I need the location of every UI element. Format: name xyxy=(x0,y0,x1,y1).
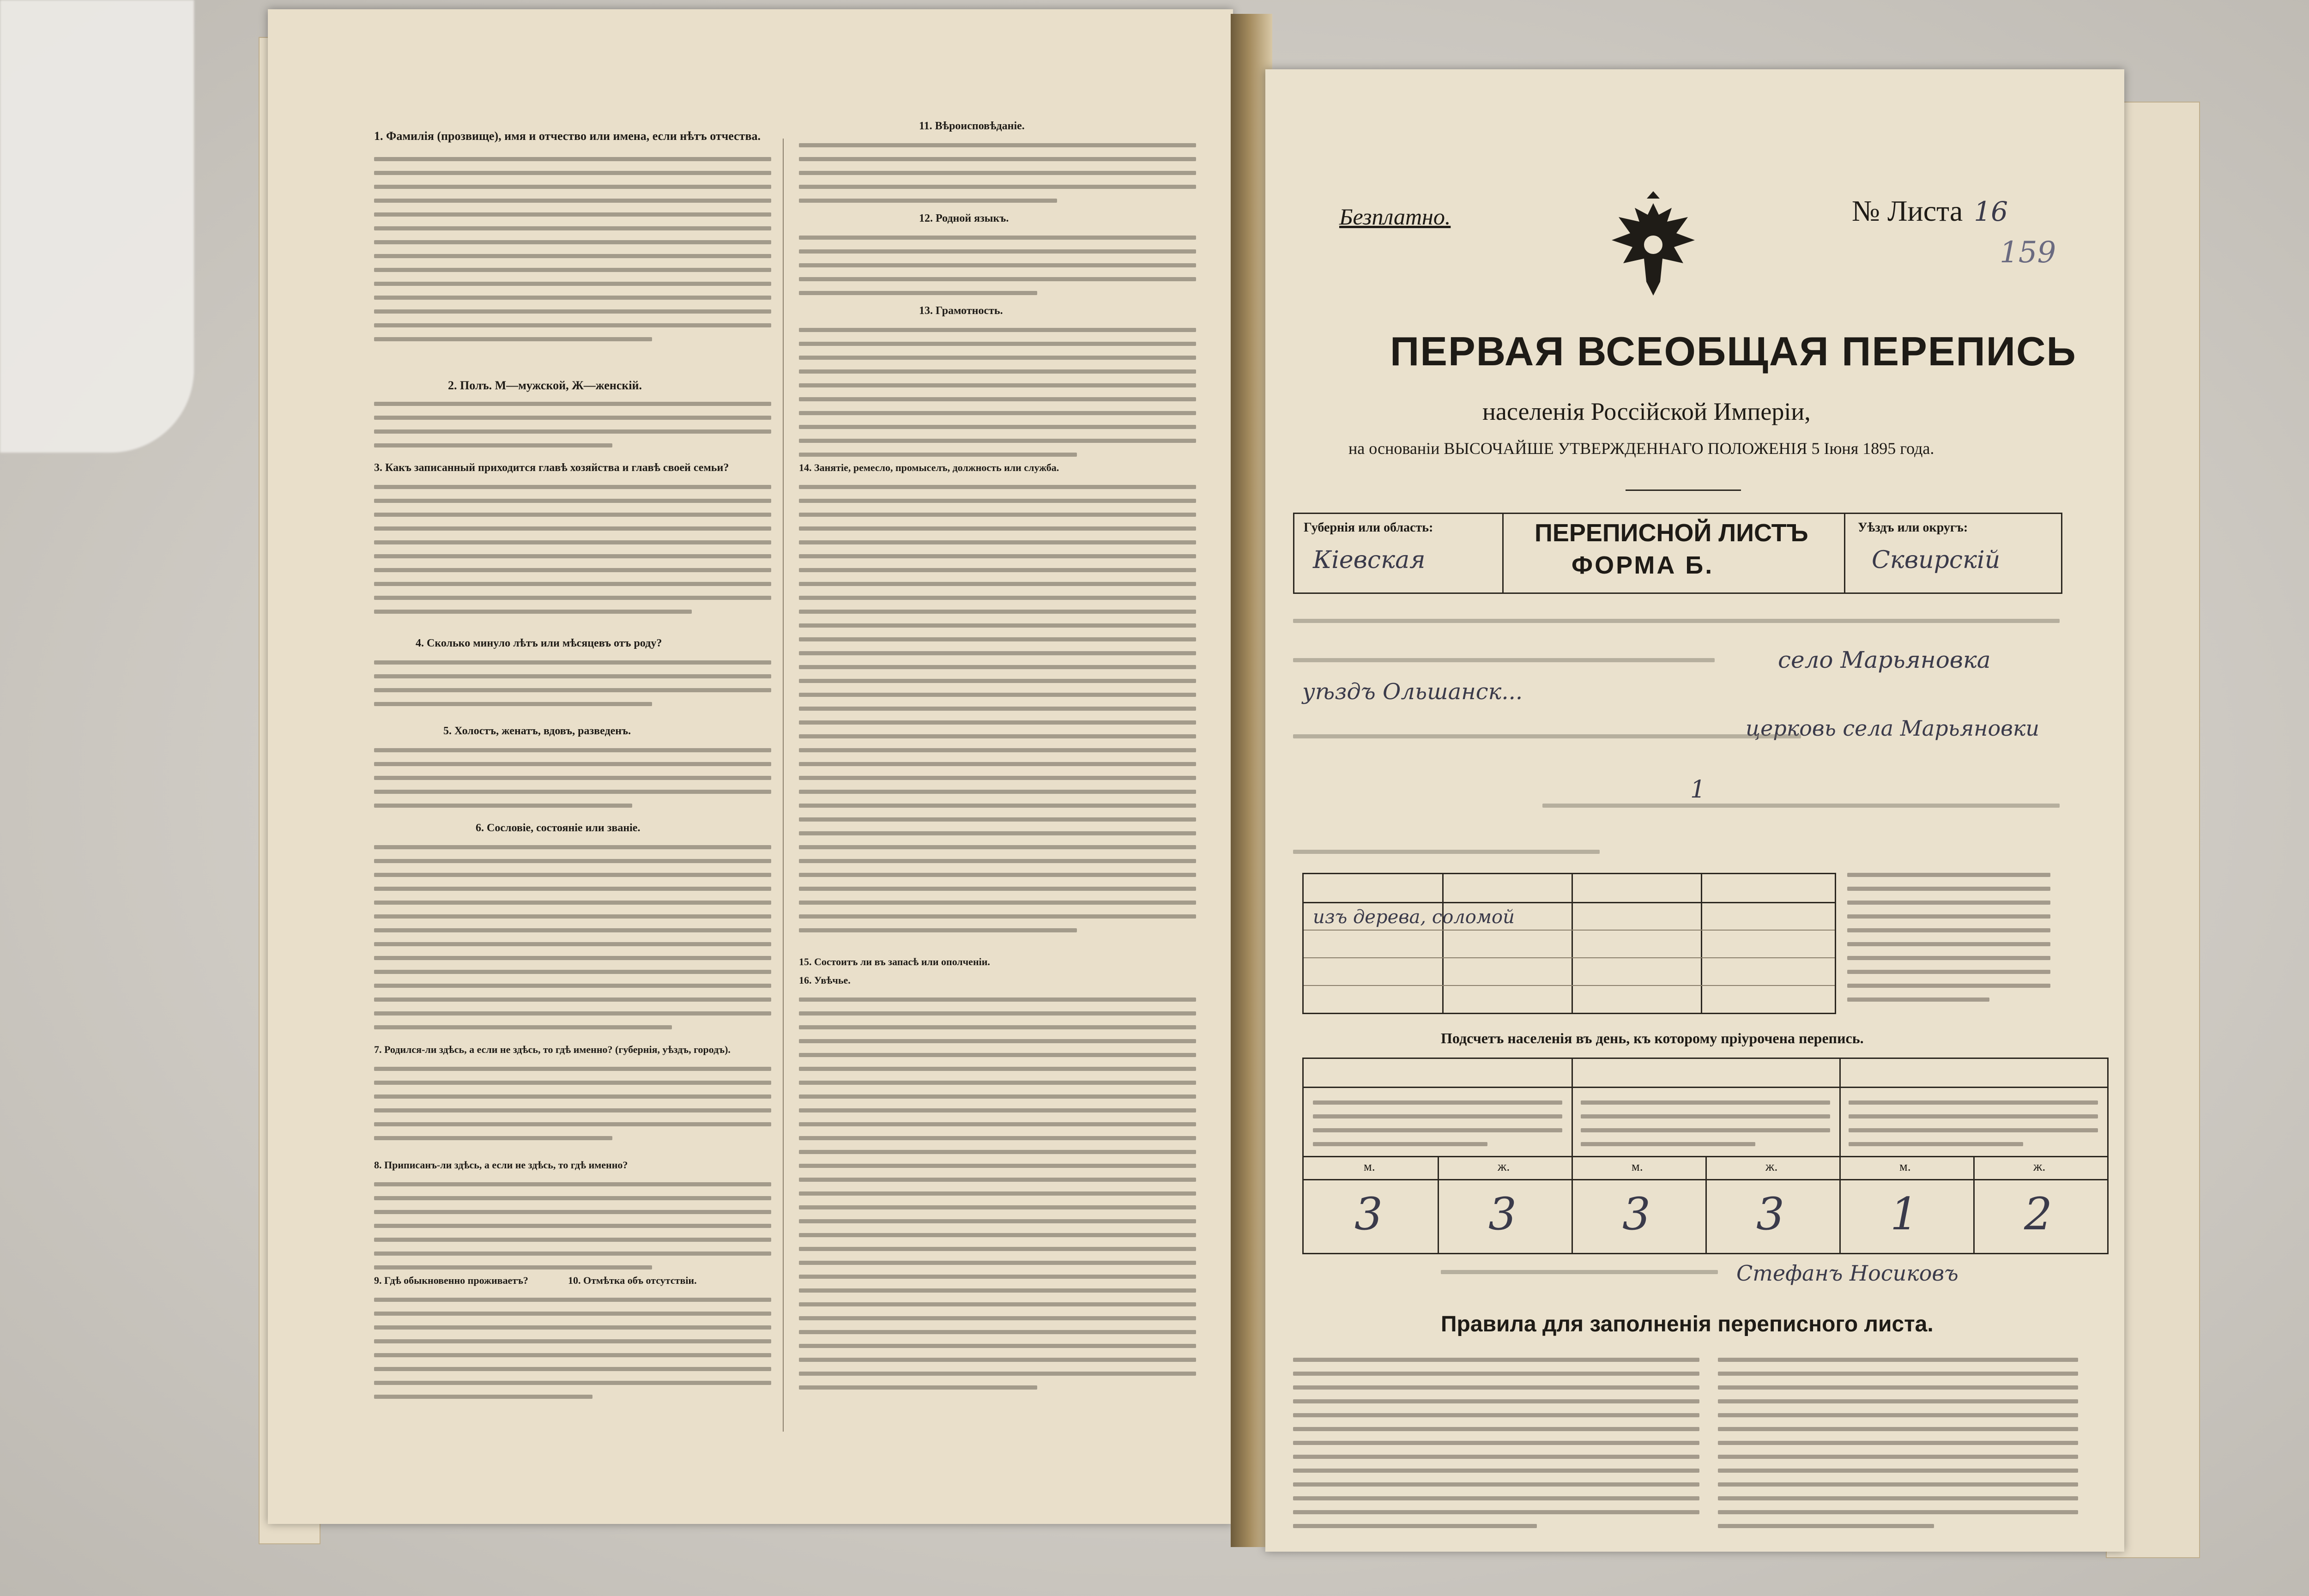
buildings-row-3 xyxy=(1304,957,1835,958)
m-label-1: м. xyxy=(1364,1160,1375,1174)
note-block xyxy=(1847,873,2050,1011)
text-block-4 xyxy=(374,660,771,716)
heading-8: 8. Приписанъ-ли здѣсь, а если не здѣсь, то гдѣ именно? xyxy=(374,1159,628,1171)
heading-10: 10. Отмѣтка объ отсутствіи. xyxy=(568,1275,697,1286)
text-block-8 xyxy=(374,1182,771,1279)
heading-16: 16. Увѣчье. xyxy=(799,974,851,986)
text-block-6 xyxy=(374,845,771,1039)
buildings-table xyxy=(1302,873,1836,1014)
header-divider-1 xyxy=(1502,514,1504,592)
buildings-col-3 xyxy=(1701,874,1702,1013)
volost-value: уѣздъ Ольшанск... xyxy=(1302,679,1523,705)
column-divider xyxy=(783,139,784,1432)
pop-col-e xyxy=(1973,1156,1975,1253)
free-label: Безплатно. xyxy=(1339,204,1451,230)
form-line-2 xyxy=(1293,658,2060,672)
count-absent-m: 1 xyxy=(1890,1188,1919,1240)
cloth-corner xyxy=(0,0,194,453)
right-page xyxy=(1265,69,2124,1552)
text-block-13 xyxy=(799,485,1196,942)
census-basis: на основаніи ВЫСОЧАЙШЕ УТВЕРЖДЕННАГО ПОЛОЖЕНІЯ 5 Іюня 1895 года. xyxy=(1348,439,1934,458)
form-title: ФОРМА Б. xyxy=(1572,551,1714,579)
count-permanent-m: 3 xyxy=(1622,1188,1651,1240)
m-label-3: м. xyxy=(1899,1160,1911,1174)
rules-col-1 xyxy=(1293,1358,1699,1538)
pop-row-mf xyxy=(1304,1156,2107,1157)
text-block-2 xyxy=(374,402,771,457)
pop-desc-2 xyxy=(1581,1100,1830,1156)
buildings-col-2 xyxy=(1572,874,1573,1013)
rules-title: Правила для заполненія переписного листа. xyxy=(1441,1312,1934,1336)
sheet-no-value: 16 xyxy=(1974,196,2008,227)
province-label: Губернія или область: xyxy=(1304,520,1433,535)
pop-col-a xyxy=(1438,1156,1439,1253)
census-title: ПЕРВАЯ ВСЕОБЩАЯ ПЕРЕПИСЬ xyxy=(1390,328,2077,374)
heading-14: 14. Занятіе, ремесло, промыселъ, должность или служба. xyxy=(799,462,1059,473)
count-present-f: 3 xyxy=(1488,1188,1517,1240)
text-block-7 xyxy=(374,1067,771,1150)
heading-5: 5. Холостъ, женатъ, вдовъ, разведенъ. xyxy=(443,725,631,737)
sheet-number-label xyxy=(1852,194,2008,228)
text-block-9 xyxy=(374,1298,771,1409)
text-block-5 xyxy=(374,748,771,817)
population-heading: Подсчетъ населенія въ день, къ которому пріурочена перепись. xyxy=(1441,1030,1864,1046)
heading-1: 1. Фамилія (прозвище), имя и отчество или имена, если нѣтъ отчества. xyxy=(374,129,761,143)
pop-desc-1 xyxy=(1313,1100,1562,1156)
heading-15: 15. Состоитъ ли въ запасѣ или ополченіи. xyxy=(799,956,990,967)
text-block-14 xyxy=(799,998,1196,1399)
f-label-2: ж. xyxy=(1765,1160,1778,1174)
pop-row-header xyxy=(1304,1087,2107,1088)
owner-value: церковь села Марьяновки xyxy=(1746,716,2040,741)
form-line-4 xyxy=(1542,804,2060,817)
text-block-12 xyxy=(799,328,1196,466)
building-value: изъ дерева, соломой xyxy=(1313,907,1515,928)
settlement-value: село Марьяновка xyxy=(1778,647,1991,673)
count-present-m: 3 xyxy=(1354,1188,1383,1240)
signature-value: Стефанъ Носиковъ xyxy=(1736,1261,1958,1286)
form-line-3 xyxy=(1293,734,1801,748)
district-label: Уѣздъ или округъ: xyxy=(1858,520,1968,535)
text-block-3 xyxy=(374,485,771,623)
left-column-2 xyxy=(799,120,1196,1432)
heading-3: 3. Какъ записанный приходится главѣ хозяйства и главѣ своей семьи? xyxy=(374,462,729,474)
pop-desc-3 xyxy=(1849,1100,2098,1156)
heading-4: 4. Сколько минуло лѣтъ или мѣсяцевъ отъ роду? xyxy=(416,637,662,649)
pop-col-c xyxy=(1705,1156,1707,1253)
buildings-row-1 xyxy=(1304,902,1835,903)
corner-number: 159 xyxy=(2000,236,2056,270)
rules-col-2 xyxy=(1718,1358,2078,1538)
imperial-eagle-icon xyxy=(1607,189,1699,300)
header-divider-2 xyxy=(1844,514,1845,592)
heading-9: 9. Гдѣ обыкновенно проживаетъ? xyxy=(374,1275,528,1286)
heading-11: 11. Вѣроисповѣданіе. xyxy=(919,120,1025,132)
district-value: Сквирскій xyxy=(1872,546,2001,574)
f-label-1: ж. xyxy=(1498,1160,1510,1174)
f-label-3: ж. xyxy=(2033,1160,2046,1174)
sheet-no-label: № Листа xyxy=(1852,194,1963,227)
province-value: Кіевская xyxy=(1313,546,1426,574)
buildings-row-4 xyxy=(1304,985,1835,986)
text-block-10 xyxy=(799,143,1196,212)
population-table xyxy=(1302,1058,2109,1254)
households-value: 1 xyxy=(1690,776,1706,804)
form-line-1 xyxy=(1293,619,2060,633)
m-label-2: м. xyxy=(1632,1160,1643,1174)
buildings-col-1 xyxy=(1442,874,1444,1013)
title-rule xyxy=(1626,490,1741,491)
heading-7: 7. Родился-ли здѣсь, а если не здѣсь, то гдѣ именно? (губернія, уѣздъ, городъ). xyxy=(374,1044,731,1055)
text-block-1 xyxy=(374,157,771,351)
sheet-title: ПЕРЕПИСНОЙ ЛИСТЪ xyxy=(1535,519,1808,547)
form-line-5 xyxy=(1293,850,2060,864)
heading-13: 13. Грамотность. xyxy=(919,305,1003,317)
signature-line xyxy=(1441,1270,1718,1284)
left-page xyxy=(268,9,1233,1524)
heading-2: 2. Полъ. М—мужской, Ж—женскій. xyxy=(448,379,642,392)
count-permanent-f: 3 xyxy=(1756,1188,1785,1240)
sheet-header-box xyxy=(1293,513,2062,594)
count-absent-f: 2 xyxy=(2024,1188,2053,1240)
census-subtitle: населенія Россійской Имперіи, xyxy=(1482,398,1811,425)
pop-row-values xyxy=(1304,1179,2107,1180)
left-column-1 xyxy=(374,129,771,1432)
heading-6: 6. Сословіе, состояніе или званіе. xyxy=(476,822,641,834)
text-block-11 xyxy=(799,236,1196,305)
buildings-row-2 xyxy=(1304,930,1835,931)
heading-12: 12. Родной языкъ. xyxy=(919,212,1009,224)
